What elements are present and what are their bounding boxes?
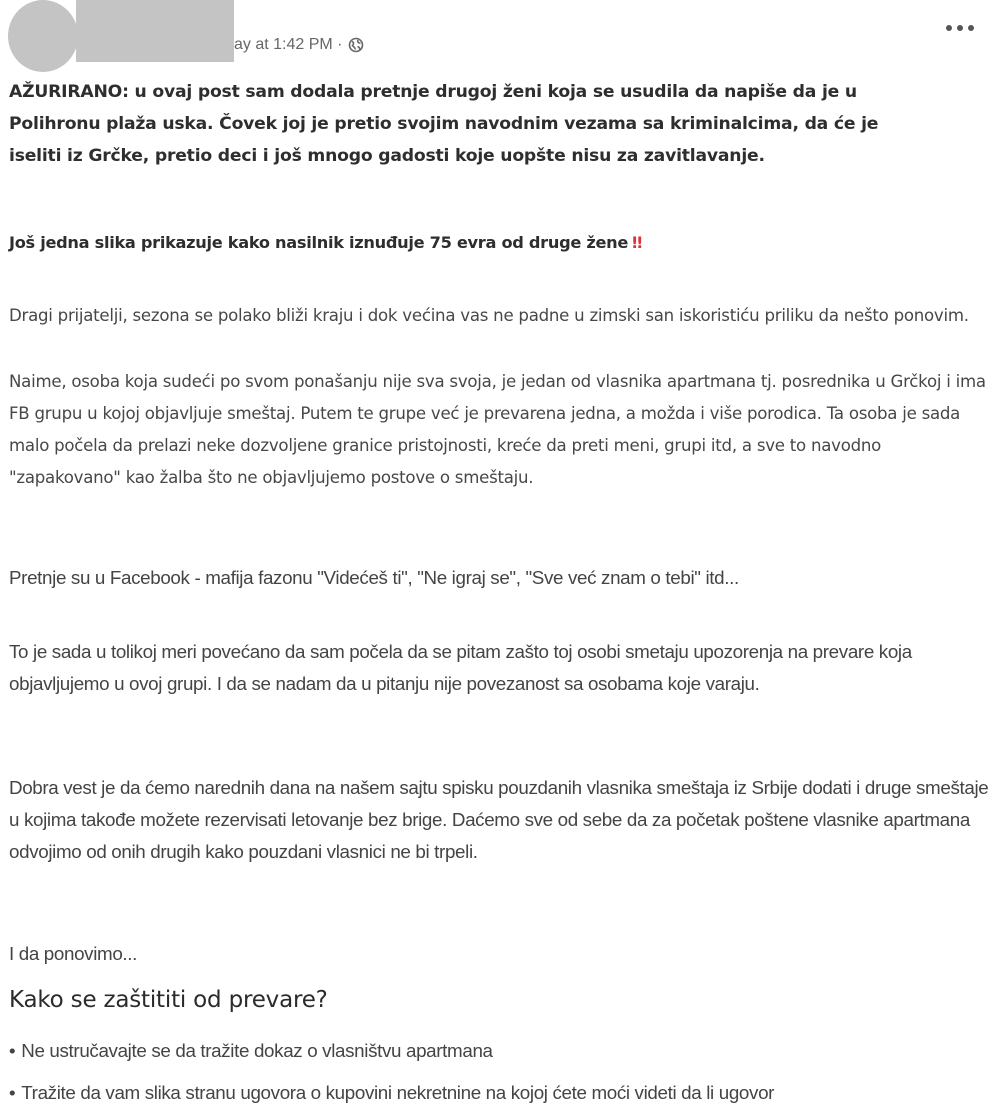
more-options-icon (946, 25, 952, 31)
paragraph-threats: Pretnje su u Facebook - mafija fazonu "Videćeš ti", "Ne igraj se", "Sve već znam o tebi" itd... (9, 567, 739, 588)
post-timestamp[interactable]: ay at 1:42 PM · (234, 36, 343, 53)
globe-icon[interactable] (348, 37, 364, 53)
author-name-redacted (76, 0, 234, 62)
image-note-text: Još jedna slika prikazuje kako nasilnik iznuđuje 75 evra od druge žene (9, 233, 629, 252)
list-item: • Tražite da vam slika stranu ugovora o kupovini nekretnine na kojoj ćete moći videti da li ugovor (9, 1077, 999, 1109)
avatar[interactable] (8, 0, 78, 72)
tips-list (9, 1035, 999, 1119)
double-exclamation-icon: ‼ (632, 233, 642, 252)
update-line: iseliti iz Grčke, pretio deci i još mnogo gadosti koje uopšte nisu za zavitlavanje. (9, 146, 765, 166)
section-heading: Kako se zaštititi od prevare? (9, 987, 328, 1013)
more-options-button[interactable] (946, 18, 974, 38)
paragraph-good-news: Dobra vest je da ćemo narednih dana na našem sajtu spisku pouzdanih vlasnika smeštaja iz Srbije dodati i druge smeštaje u kojima takođe možete rezervisati letovanje bez brige. Daćemo sve od sebe da za početak poštene vlasnike apartmana odvojimo od onih drugih kako pouzdani vlasnici ne bi trpeli. (9, 777, 989, 862)
update-paragraph (9, 76, 989, 172)
paragraph-person: Naime, osoba koja sudeći po svom ponašanju nije sva svoja, je jedan od vlasnika apartmana tj. posrednika u Grčkoj i ima FB grupu u kojoj objavljuje smeštaj. Putem te grupe već je prevarena jedna, a možda i više porodica. Ta osoba je sada malo počela da prelazi neke dozvoljene granice pristojnosti, kreće da preti meni, grupi itd, a sve to navodno "zapakovano" kao žalba što ne objavljujemo postove o smeštaju. (9, 372, 986, 487)
paragraph-repeat: I da ponovimo... (9, 943, 138, 964)
paragraph-intro: Dragi prijatelji, sezona se polako bliži kraju i dok većina vas ne padne u zimski san iskoristiću priliku da nešto ponovim. (9, 306, 969, 325)
post-header (0, 0, 1000, 72)
update-line: AŽURIRANO: u ovaj post sam dodala pretnje drugoj ženi koja se usudila da napiše da je u (9, 82, 857, 102)
list-item: • Ne ustručavajte se da tražite dokaz o vlasništvu apartmana (9, 1035, 999, 1067)
more-options-icon (968, 25, 974, 31)
post-meta (234, 36, 364, 54)
image-note (9, 227, 989, 259)
update-line: Polihronu plaža uska. Čovek joj je pretio svojim navodnim vezama sa kriminalcima, da će je (9, 114, 879, 134)
paragraph-suspicion: To je sada u tolikoj meri povećano da sam počela da se pitam zašto toj osobi smetaju upozorenja na prevare koja objavljujemo u ovoj grupi. I da se nadam da u pitanju nije povezanost sa osobama koje varaju. (9, 641, 912, 694)
more-options-icon (957, 25, 963, 31)
